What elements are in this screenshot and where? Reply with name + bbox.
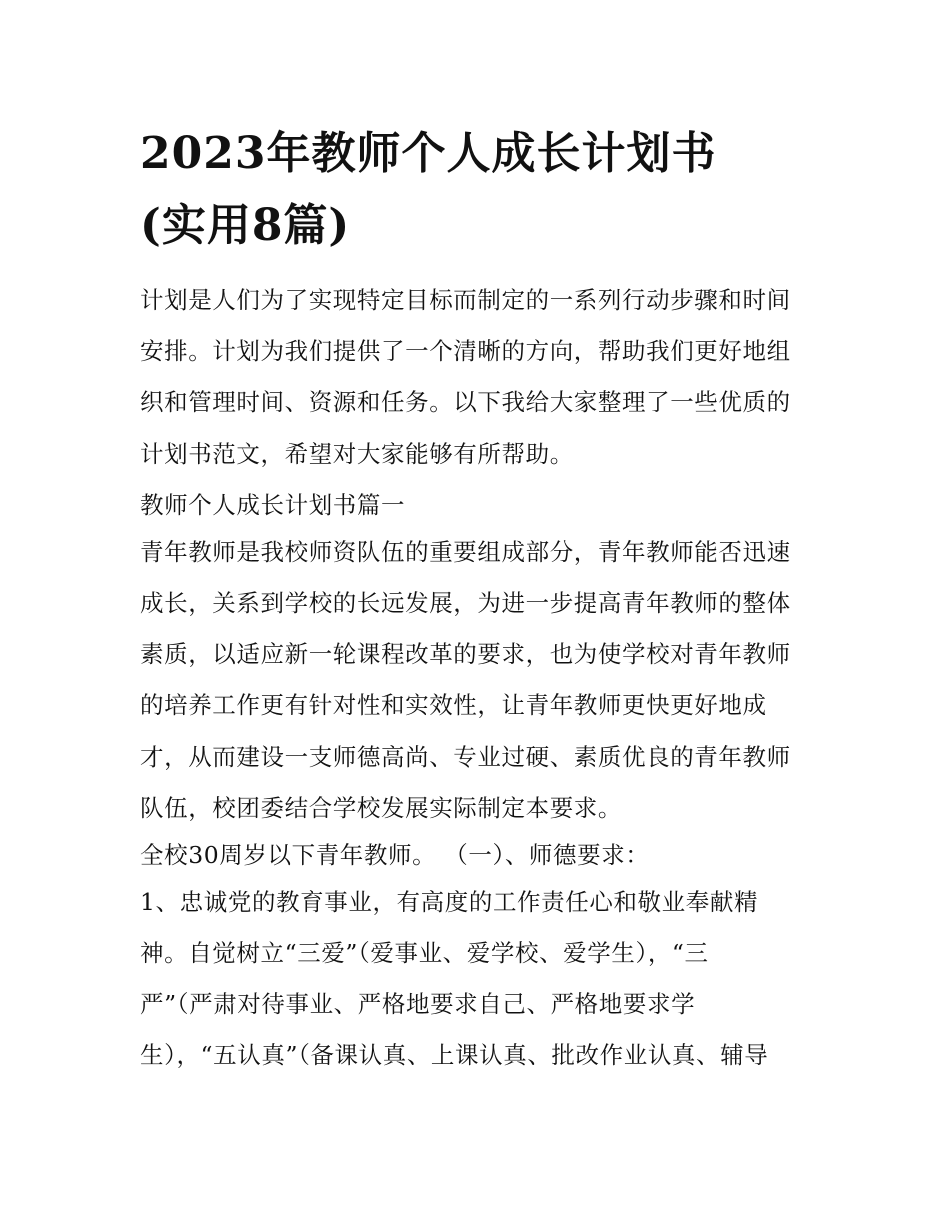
document-body [140, 280, 830, 1086]
body-line: 青年教师是我校师资队伍的重要组成部分，青年教师能否迅速 [140, 537, 791, 566]
body-line: 严”（严肃对待事业、严格地要求自己、严格地要求学 [140, 990, 696, 1019]
title-line-1: 2023年教师个人成长计划书 [140, 128, 717, 179]
body-line: 的培养工作更有针对性和实效性，让青年教师更快更好地成 [140, 691, 767, 720]
title-line-2: (实用8篇) [140, 200, 351, 251]
document-title [140, 118, 840, 262]
body-line: 全校30周岁以下青年教师。 （一）、师德要求： [140, 840, 650, 869]
body-line: 织和管理时间、资源和任务。以下我给大家整理了一些优质的 [140, 388, 791, 417]
body-line: 队伍，校团委结合学校发展实际制定本要求。 [140, 793, 622, 822]
body-line: 才，从而建设一支师德高尚、专业过硬、素质优良的青年教师 [140, 742, 791, 771]
section-heading: 教师个人成长计划书篇一 [140, 490, 406, 519]
body-line: 生），“五认真”（备课认真、上课认真、批改作业认真、辅导 [140, 1041, 769, 1070]
body-line: 神。自觉树立“三爱”（爱事业、爱学校、爱学生），“三 [140, 938, 709, 967]
body-line: 素质，以适应新一轮课程改革的要求，也为使学校对青年教师 [140, 640, 791, 669]
body-line: 1、忠诚党的教育事业，有高度的工作责任心和敬业奉献精 [140, 887, 759, 916]
body-line: 计划是人们为了实现特定目标而制定的一系列行动步骤和时间 [140, 286, 791, 314]
body-line: 安排。计划为我们提供了一个清晰的方向，帮助我们更好地组 [140, 337, 791, 366]
body-line: 成长，关系到学校的长远发展，为进一步提高青年教师的整体 [140, 588, 791, 617]
body-line: 计划书范文，希望对大家能够有所帮助。 [140, 439, 574, 468]
